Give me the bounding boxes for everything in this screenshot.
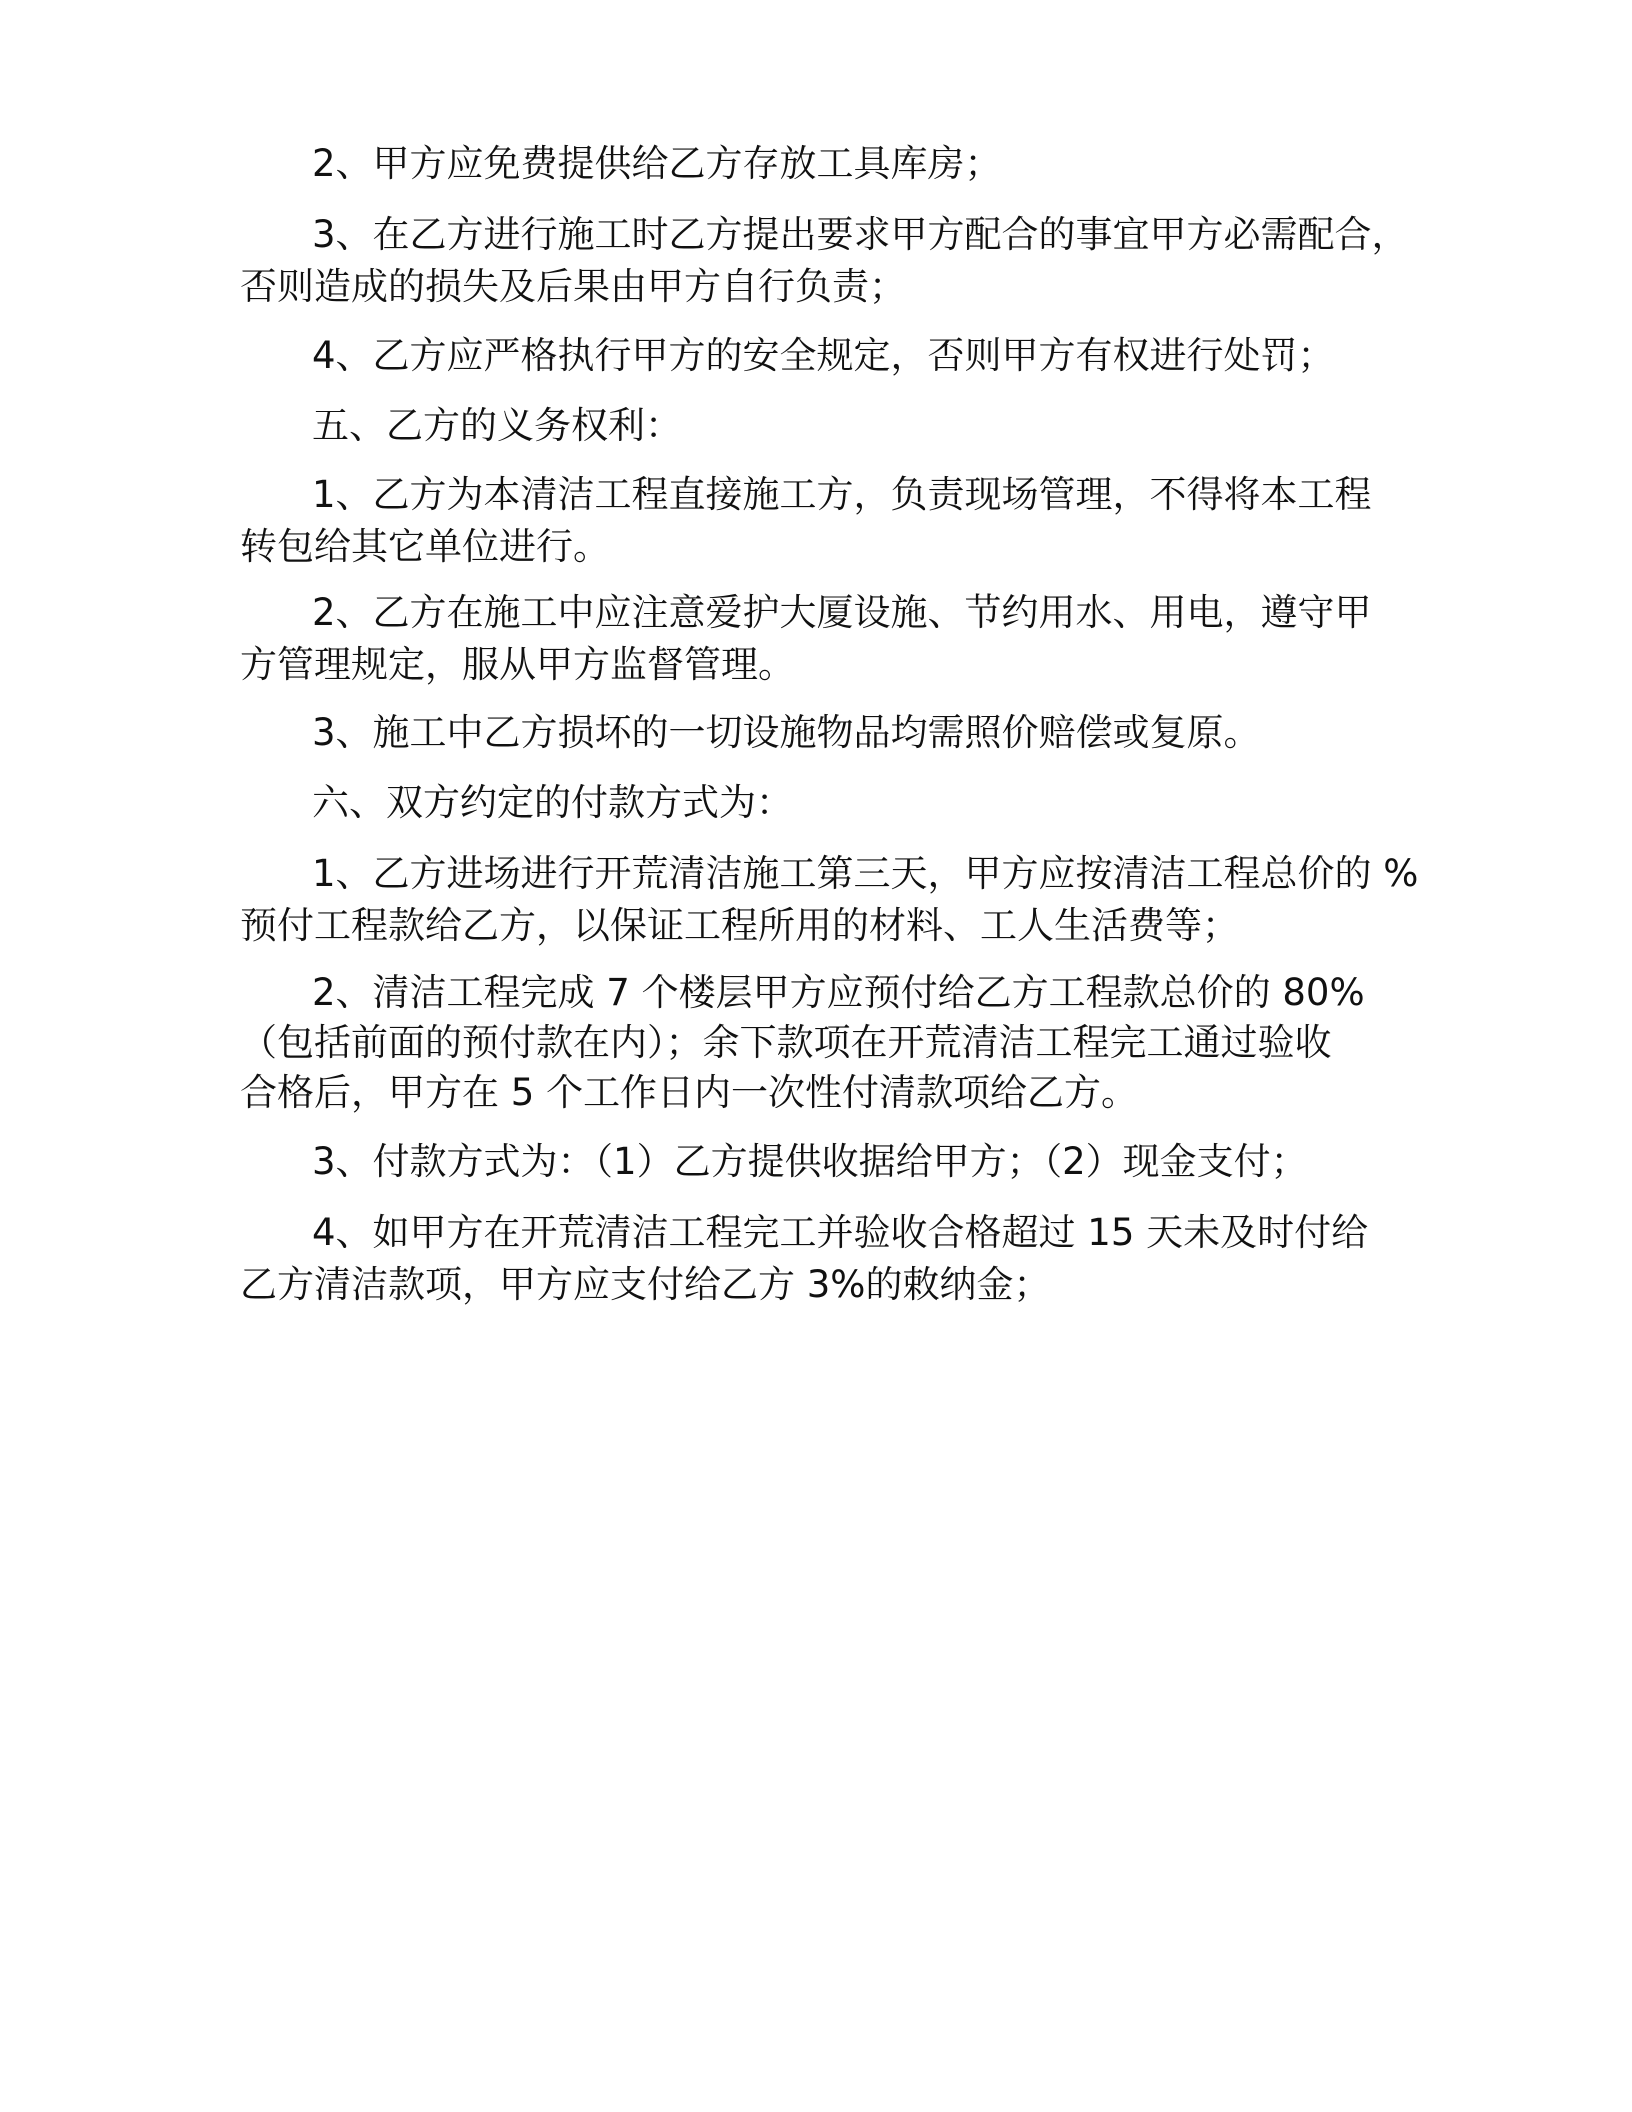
text-line: 预付工程款给乙方，以保证工程所用的材料、工人生活费等； bbox=[240, 904, 1239, 947]
text-line: 五、乙方的义务权利： bbox=[312, 404, 682, 447]
text-line: 否则造成的损失及后果由甲方自行负责； bbox=[240, 265, 906, 308]
text-line: 合格后，甲方在 5 个工作日内一次性付清款项给乙方。 bbox=[240, 1071, 1139, 1114]
text-line: 2、甲方应免费提供给乙方存放工具库房； bbox=[312, 142, 1002, 185]
text-line: 转包给其它单位进行。 bbox=[240, 525, 610, 568]
text-line: 2、清洁工程完成 7 个楼层甲方应预付给乙方工程款总价的 80% bbox=[312, 971, 1365, 1014]
text-line: 3、在乙方进行施工时乙方提出要求甲方配合的事宜甲方必需配合， bbox=[312, 213, 1409, 256]
text-line: 4、如甲方在开荒清洁工程完工并验收合格超过 15 天未及时付给 bbox=[312, 1211, 1369, 1254]
text-line: 2、乙方在施工中应注意爱护大厦设施、节约用水、用电，遵守甲 bbox=[312, 591, 1372, 634]
text-line: 六、双方约定的付款方式为： bbox=[312, 781, 793, 824]
text-line: 3、施工中乙方损坏的一切设施物品均需照价赔偿或复原。 bbox=[312, 711, 1261, 754]
text-line: 3、付款方式为：（1）乙方提供收据给甲方；（2）现金支付； bbox=[312, 1140, 1308, 1183]
text-line: 4、乙方应严格执行甲方的安全规定，否则甲方有权进行处罚； bbox=[312, 334, 1335, 377]
text-line: 乙方清洁款项，甲方应支付给乙方 3%的敕纳金； bbox=[240, 1263, 1051, 1306]
text-line: 方管理规定，服从甲方监督管理。 bbox=[240, 643, 795, 686]
text-line: （包括前面的预付款在内）；余下款项在开荒清洁工程完工通过验收 bbox=[240, 1021, 1332, 1064]
text-line: 1、乙方进场进行开荒清洁施工第三天，甲方应按清洁工程总价的 % bbox=[312, 852, 1419, 895]
text-line: 1、乙方为本清洁工程直接施工方，负责现场管理，不得将本工程 bbox=[312, 473, 1372, 516]
